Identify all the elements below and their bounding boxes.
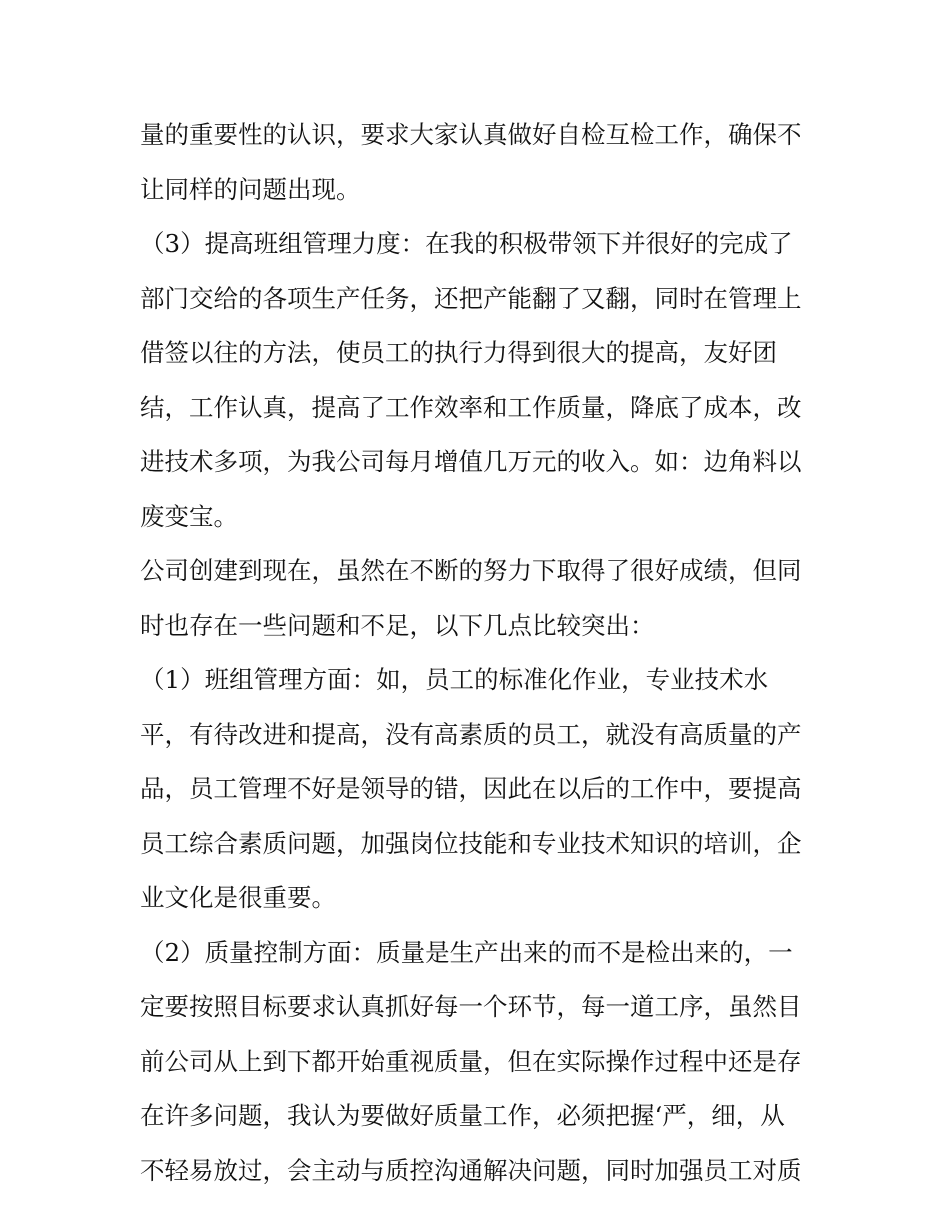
text-line-18: 前公司从上到下都开始重视质量，但在实际操作过程中还是存 <box>140 1046 802 1076</box>
text-line-10: 时也存在一些问题和不足，以下几点比较突出： <box>140 610 655 640</box>
text-line-11: （1）班组管理方面：如，员工的标准化作业，专业技术水 <box>140 665 769 694</box>
text-line-9: 公司创建到现在，虽然在不断的努力下取得了很好成绩，但同 <box>140 556 802 585</box>
text-line-2: 让同样的问题出现。 <box>140 174 361 204</box>
text-line-4: 部门交给的各项生产任务，还把产能翻了又翻，同时在管理上 <box>140 283 802 313</box>
text-line-8: 废变宝。 <box>140 501 238 531</box>
text-line-7: 进技术多项，为我公司每月增值几万元的收入。如：边角料以 <box>140 447 802 476</box>
text-line-17: 定要按照目标要求认真抓好每一个环节，每一道工序，虽然目 <box>140 992 802 1021</box>
text-line-12: 平，有待改进和提高，没有高素质的员工，就没有高质量的产 <box>140 719 802 749</box>
text-line-19: 在许多问题，我认为要做好质量工作，必须把握‘严，细，从 <box>140 1101 785 1130</box>
text-line-16: （2）质量控制方面：质量是生产出来的而不是检出来的，一 <box>140 937 793 967</box>
text-line-20: 不轻易放过，会主动与质控沟通解决问题，同时加强员工对质 <box>140 1155 802 1185</box>
text-line-13: 品，员工管理不好是领导的错，因此在以后的工作中，要提高 <box>140 774 802 803</box>
document-body <box>140 108 820 1198</box>
text-line-3: （3）提高班组管理力度：在我的积极带领下并很好的完成了 <box>140 229 793 258</box>
text-line-15: 业文化是很重要。 <box>140 883 336 912</box>
text-line-1: 量的重要性的认识，要求大家认真做好自检互检工作，确保不 <box>140 120 802 149</box>
text-line-14: 员工综合素质问题，加强岗位技能和专业技术知识的培训，企 <box>140 828 802 858</box>
text-line-5: 借签以往的方法，使员工的执行力得到很大的提高，友好团 <box>140 338 777 367</box>
text-line-6: 结，工作认真，提高了工作效率和工作质量，降底了成本，改 <box>140 392 802 422</box>
